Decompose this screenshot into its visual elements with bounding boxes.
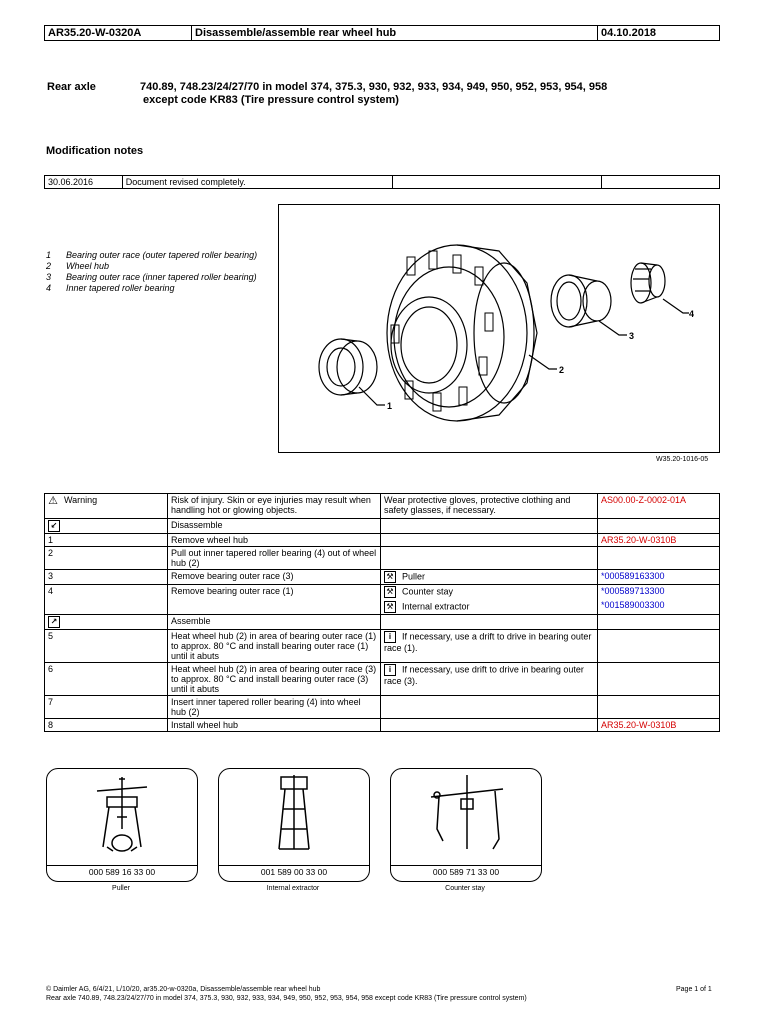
- table-row: 4 Remove bearing outer race (1) ⚒ Counter stay ⚒ Internal extractor *000589713300 *001589003300: [45, 585, 720, 615]
- table-row: 3 Remove bearing outer race (3) ⚒ Puller *000589163300: [45, 570, 720, 585]
- tool-name: Puller: [112, 885, 130, 892]
- tool-card-internal-extractor[interactable]: [218, 768, 370, 882]
- axle-line2: except code KR83 (Tire pressure control system): [143, 94, 399, 106]
- reference-link[interactable]: AR35.20-W-0310B: [598, 534, 720, 547]
- tool-name: Internal extractor: [266, 885, 320, 892]
- callout-3: 3: [629, 331, 635, 341]
- tool-icon: ⚒: [384, 601, 396, 613]
- legend-item: 4 Inner tapered roller bearing: [46, 283, 175, 293]
- tool-link[interactable]: *001589003300: [601, 600, 665, 610]
- table-row: 1 Remove wheel hub AR35.20-W-0310B: [45, 534, 720, 547]
- axle-line1: 740.89, 748.23/24/27/70 in model 374, 375.3, 930, 932, 933, 934, 949, 950, 952, 953, 954, 958: [140, 81, 608, 93]
- modification-title: Modification notes: [46, 145, 144, 157]
- table-row: 7 Insert inner tapered roller bearing (4) into wheel hub (2): [45, 696, 720, 719]
- modification-table: [44, 175, 720, 189]
- doc-title: Disassemble/assemble rear wheel hub: [192, 26, 598, 41]
- assemble-icon: ↗: [48, 616, 60, 628]
- legend-item: 1 Bearing outer race (outer tapered roller bearing): [46, 250, 258, 260]
- warning-risk: Risk of injury. Skin or eye injuries may result when handling hot or glowing objects.: [168, 494, 381, 519]
- table-row: 2 Pull out inner tapered roller bearing (4) out of wheel hub (2): [45, 547, 720, 570]
- tool-number: 000 589 71 33 00: [432, 867, 500, 877]
- modification-date: 30.06.2016: [45, 176, 123, 189]
- disassemble-icon: ↙: [48, 520, 60, 532]
- footer-scope: Rear axle 740.89, 748.23/24/27/70 in model 374, 375.3, 930, 932, 933, 934, 949, 950, 952, 953, 954, 958 except code KR83 (Tire pressure control system): [46, 995, 527, 1002]
- figure-caption: W35.20-1016-05: [656, 456, 709, 463]
- tool-icon: ⚒: [384, 571, 396, 583]
- exploded-hub-figure: [278, 204, 720, 453]
- tool-link[interactable]: *000589713300: [601, 586, 665, 596]
- tool-name: Counter stay: [445, 885, 485, 892]
- modification-text: Document revised completely.: [122, 176, 392, 189]
- procedure-table: [44, 493, 720, 732]
- warning-row: [45, 494, 720, 519]
- section-row: [45, 519, 720, 534]
- page-number: Page 1 of 1: [676, 986, 712, 993]
- warning-measure: Wear protective gloves, protective clothing and safety glasses, if necessary.: [381, 494, 598, 519]
- internal-extractor-tool-image: [219, 769, 369, 864]
- document-header: [44, 25, 720, 41]
- section-disassemble: Disassemble: [168, 519, 381, 534]
- wheel-hub-illustration: [279, 205, 719, 452]
- tool-card-puller[interactable]: [46, 768, 198, 882]
- tool-link[interactable]: *000589163300: [598, 570, 720, 585]
- warning-label: Warning: [64, 495, 98, 505]
- table-row: 5 Heat wheel hub (2) in area of bearing outer race (1) to approx. 80 °C and install bearing outer race (1) until it abuts i If necessary, use a drift to drive in bearing outer race (1).: [45, 630, 720, 663]
- info-icon: i: [384, 631, 396, 643]
- tool-number: 000 589 16 33 00: [88, 867, 156, 877]
- counter-stay-tool-image: [391, 769, 541, 864]
- footer-copyright: © Daimler AG, 6/4/21, L/10/20, ar35.20-w-0320a, Disassemble/assemble rear wheel hub: [46, 986, 321, 993]
- axle-label: Rear axle: [47, 81, 96, 93]
- table-row: 8 Install wheel hub AR35.20-W-0310B: [45, 719, 720, 732]
- callout-4: 4: [689, 309, 695, 319]
- info-icon: i: [384, 664, 396, 676]
- figure-legend: [46, 250, 266, 294]
- reference-link[interactable]: AR35.20-W-0310B: [598, 719, 720, 732]
- callout-2: 2: [559, 365, 565, 375]
- table-row: 6 Heat wheel hub (2) in area of bearing outer race (3) to approx. 80 °C and install bearing outer race (3) until it abuts i If necessary, use drift to drive in bearing outer race (3).: [45, 663, 720, 696]
- tool-icon: ⚒: [384, 586, 396, 598]
- warning-icon: ⚠: [48, 494, 58, 507]
- warning-reference-link[interactable]: AS00.00-Z-0002-01A: [598, 494, 720, 519]
- tool-number: 001 589 00 33 00: [260, 867, 328, 877]
- legend-item: 2 Wheel hub: [46, 261, 110, 271]
- doc-date: 04.10.2018: [598, 26, 720, 41]
- callout-1: 1: [387, 401, 393, 411]
- puller-tool-image: [47, 769, 197, 864]
- doc-id: AR35.20-W-0320A: [45, 26, 192, 41]
- section-assemble: Assemble: [168, 615, 381, 630]
- section-row: [45, 615, 720, 630]
- tool-card-counter-stay[interactable]: [390, 768, 542, 882]
- legend-item: 3 Bearing outer race (inner tapered roller bearing): [46, 272, 257, 282]
- axle-description: [140, 81, 607, 107]
